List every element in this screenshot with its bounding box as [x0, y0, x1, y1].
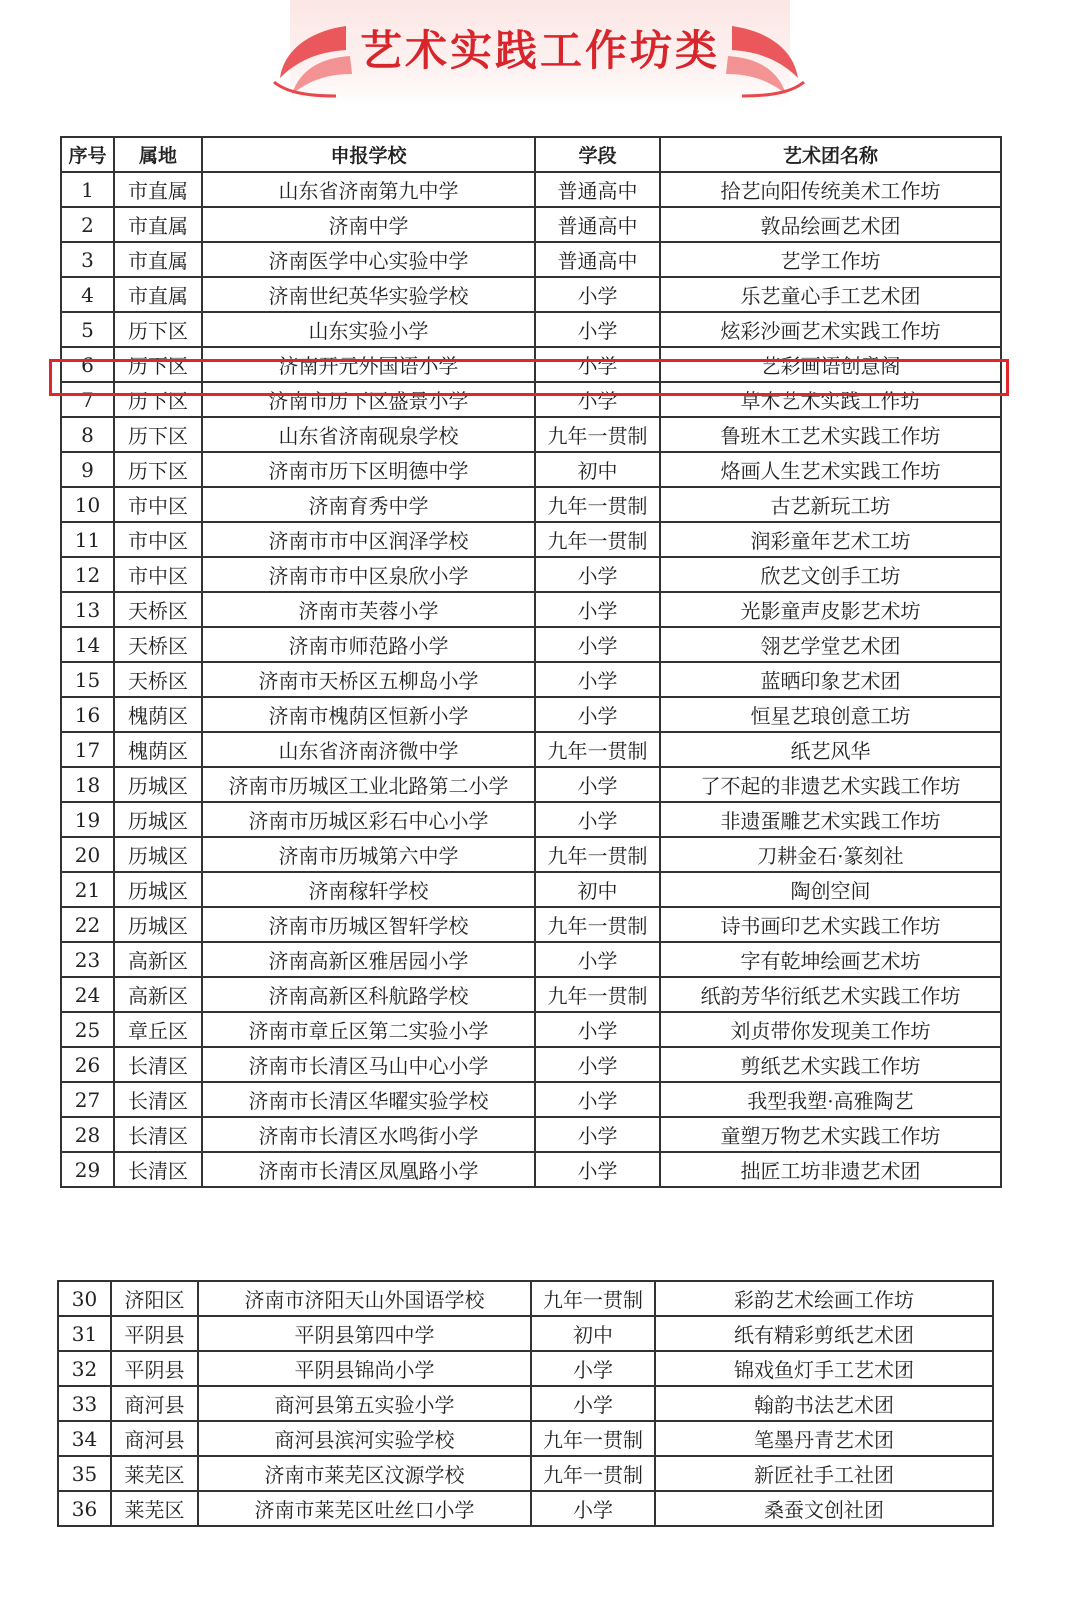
cell-index: 15	[61, 662, 114, 697]
table-row	[61, 172, 1001, 207]
cell-school: 济南市历下区盛景小学	[202, 382, 535, 417]
cell-school: 济南市天桥区五柳岛小学	[202, 662, 535, 697]
schools-table-part1	[60, 136, 1002, 1188]
cell-school: 济南市莱芜区吐丝口小学	[198, 1491, 531, 1526]
cell-index: 5	[61, 312, 114, 347]
cell-region: 商河县	[111, 1421, 198, 1456]
cell-troupe-name: 彩韵艺术绘画工作坊	[655, 1281, 993, 1316]
table-row	[61, 627, 1001, 662]
cell-troupe-name: 恒星艺琅创意工坊	[660, 697, 1001, 732]
cell-region: 历城区	[114, 872, 202, 907]
cell-stage: 初中	[531, 1316, 655, 1351]
cell-school: 济南育秀中学	[202, 487, 535, 522]
table-row	[61, 277, 1001, 312]
cell-index: 14	[61, 627, 114, 662]
highlight-box	[49, 359, 1009, 396]
cell-index: 28	[61, 1117, 114, 1152]
cell-stage: 小学	[535, 382, 660, 417]
cell-index: 36	[58, 1491, 111, 1526]
table-row	[58, 1491, 993, 1526]
cell-region: 高新区	[114, 977, 202, 1012]
cell-stage: 小学	[535, 347, 660, 382]
cell-index: 18	[61, 767, 114, 802]
cell-index: 30	[58, 1281, 111, 1316]
cell-troupe-name: 字有乾坤绘画艺术坊	[660, 942, 1001, 977]
cell-stage: 普通高中	[535, 207, 660, 242]
cell-index: 13	[61, 592, 114, 627]
cell-index: 16	[61, 697, 114, 732]
cell-school: 山东省济南济微中学	[202, 732, 535, 767]
cell-school: 济南市长清区华曜实验学校	[202, 1082, 535, 1117]
cell-stage: 九年一贯制	[531, 1281, 655, 1316]
header-index: 序号	[61, 137, 114, 172]
cell-troupe-name: 剪纸艺术实践工作坊	[660, 1047, 1001, 1082]
cell-troupe-name: 笔墨丹青艺术团	[655, 1421, 993, 1456]
table-row	[61, 1152, 1001, 1187]
cell-stage: 小学	[531, 1491, 655, 1526]
cell-index: 11	[61, 522, 114, 557]
cell-region: 市中区	[114, 557, 202, 592]
cell-school: 济南高新区科航路学校	[202, 977, 535, 1012]
cell-school: 济南市历城区工业北路第二小学	[202, 767, 535, 802]
cell-stage: 九年一贯制	[535, 417, 660, 452]
cell-school: 济南稼轩学校	[202, 872, 535, 907]
cell-troupe-name: 新匠社手工社团	[655, 1456, 993, 1491]
cell-stage: 九年一贯制	[535, 907, 660, 942]
cell-index: 3	[61, 242, 114, 277]
table-row	[58, 1316, 993, 1351]
schools-table-part2	[57, 1280, 994, 1527]
table-row	[61, 1082, 1001, 1117]
cell-region: 历下区	[114, 312, 202, 347]
cell-stage: 小学	[535, 627, 660, 662]
cell-index: 8	[61, 417, 114, 452]
cell-stage: 初中	[535, 872, 660, 907]
cell-stage: 小学	[535, 1117, 660, 1152]
cell-index: 17	[61, 732, 114, 767]
cell-troupe-name: 拾艺向阳传统美术工作坊	[660, 172, 1001, 207]
cell-school: 济南市章丘区第二实验小学	[202, 1012, 535, 1047]
cell-school: 商河县滨河实验学校	[198, 1421, 531, 1456]
cell-region: 历下区	[114, 452, 202, 487]
cell-troupe-name: 陶创空间	[660, 872, 1001, 907]
cell-troupe-name: 艺彩画语创意阁	[660, 347, 1001, 382]
table-row	[58, 1456, 993, 1491]
table-row	[61, 697, 1001, 732]
cell-troupe-name: 古艺新玩工坊	[660, 487, 1001, 522]
cell-stage: 小学	[535, 1082, 660, 1117]
cell-school: 山东省济南砚泉学校	[202, 417, 535, 452]
cell-region: 槐荫区	[114, 697, 202, 732]
cell-troupe-name: 纸有精彩剪纸艺术团	[655, 1316, 993, 1351]
cell-region: 槐荫区	[114, 732, 202, 767]
cell-index: 1	[61, 172, 114, 207]
cell-stage: 小学	[535, 557, 660, 592]
cell-stage: 九年一贯制	[531, 1421, 655, 1456]
cell-stage: 普通高中	[535, 172, 660, 207]
cell-school: 济南市历城区智轩学校	[202, 907, 535, 942]
cell-stage: 小学	[535, 802, 660, 837]
cell-troupe-name: 纸韵芳华衍纸艺术实践工作坊	[660, 977, 1001, 1012]
table-row	[61, 207, 1001, 242]
table-row	[61, 802, 1001, 837]
cell-region: 平阴县	[111, 1351, 198, 1386]
cell-troupe-name: 锦戏鱼灯手工艺术团	[655, 1351, 993, 1386]
table-row	[58, 1351, 993, 1386]
cell-stage: 九年一贯制	[531, 1456, 655, 1491]
cell-school: 济南开元外国语小学	[202, 347, 535, 382]
cell-region: 章丘区	[114, 1012, 202, 1047]
cell-troupe-name: 敦品绘画艺术团	[660, 207, 1001, 242]
table-row	[61, 522, 1001, 557]
cell-stage: 九年一贯制	[535, 732, 660, 767]
cell-stage: 九年一贯制	[535, 522, 660, 557]
cell-region: 济阳区	[111, 1281, 198, 1316]
cell-troupe-name: 非遗蛋雕艺术实践工作坊	[660, 802, 1001, 837]
cell-school: 济南市历下区明德中学	[202, 452, 535, 487]
cell-troupe-name: 童塑万物艺术实践工作坊	[660, 1117, 1001, 1152]
cell-school: 济南市师范路小学	[202, 627, 535, 662]
cell-region: 历城区	[114, 837, 202, 872]
cell-index: 22	[61, 907, 114, 942]
cell-stage: 小学	[535, 1152, 660, 1187]
cell-school: 山东实验小学	[202, 312, 535, 347]
cell-school: 济南中学	[202, 207, 535, 242]
table-body-part1	[61, 172, 1001, 1187]
cell-troupe-name: 润彩童年艺术工坊	[660, 522, 1001, 557]
cell-index: 35	[58, 1456, 111, 1491]
cell-troupe-name: 了不起的非遗艺术实践工作坊	[660, 767, 1001, 802]
cell-region: 高新区	[114, 942, 202, 977]
cell-school: 济南医学中心实验中学	[202, 242, 535, 277]
cell-region: 市直属	[114, 242, 202, 277]
cell-troupe-name: 桑蚕文创社团	[655, 1491, 993, 1526]
cell-troupe-name: 草木艺术实践工作坊	[660, 382, 1001, 417]
table-row	[58, 1386, 993, 1421]
cell-stage: 小学	[531, 1351, 655, 1386]
cell-school: 济南市芙蓉小学	[202, 592, 535, 627]
cell-school: 平阴县第四中学	[198, 1316, 531, 1351]
cell-stage: 初中	[535, 452, 660, 487]
cell-index: 19	[61, 802, 114, 837]
cell-school: 商河县第五实验小学	[198, 1386, 531, 1421]
cell-troupe-name: 诗书画印艺术实践工作坊	[660, 907, 1001, 942]
cell-school: 济南世纪英华实验学校	[202, 277, 535, 312]
cell-school: 济南市长清区凤凰路小学	[202, 1152, 535, 1187]
table-row	[61, 1012, 1001, 1047]
cell-troupe-name: 烙画人生艺术实践工作坊	[660, 452, 1001, 487]
cell-index: 7	[61, 382, 114, 417]
cell-troupe-name: 刘贞带你发现美工作坊	[660, 1012, 1001, 1047]
cell-index: 12	[61, 557, 114, 592]
table-row	[61, 872, 1001, 907]
cell-index: 29	[61, 1152, 114, 1187]
cell-index: 21	[61, 872, 114, 907]
cell-troupe-name: 我型我塑·高雅陶艺	[660, 1082, 1001, 1117]
cell-region: 历下区	[114, 347, 202, 382]
cell-region: 长清区	[114, 1047, 202, 1082]
table-row	[61, 312, 1001, 347]
cell-stage: 九年一贯制	[535, 837, 660, 872]
cell-region: 历下区	[114, 382, 202, 417]
cell-index: 2	[61, 207, 114, 242]
cell-troupe-name: 翎艺学堂艺术团	[660, 627, 1001, 662]
cell-school: 济南市市中区润泽学校	[202, 522, 535, 557]
cell-region: 市直属	[114, 207, 202, 242]
table-row	[61, 1117, 1001, 1152]
cell-index: 9	[61, 452, 114, 487]
cell-index: 27	[61, 1082, 114, 1117]
table-row	[61, 417, 1001, 452]
cell-stage: 普通高中	[535, 242, 660, 277]
cell-troupe-name: 乐艺童心手工艺术团	[660, 277, 1001, 312]
cell-school: 济南市市中区泉欣小学	[202, 557, 535, 592]
cell-index: 24	[61, 977, 114, 1012]
table-row	[61, 557, 1001, 592]
cell-stage: 九年一贯制	[535, 487, 660, 522]
cell-troupe-name: 欣艺文创手工坊	[660, 557, 1001, 592]
cell-region: 莱芜区	[111, 1491, 198, 1526]
cell-school: 济南市莱芜区汶源学校	[198, 1456, 531, 1491]
table-row	[61, 977, 1001, 1012]
cell-index: 10	[61, 487, 114, 522]
table-row	[61, 592, 1001, 627]
table-row	[61, 837, 1001, 872]
cell-troupe-name: 艺学工作坊	[660, 242, 1001, 277]
cell-stage: 小学	[535, 942, 660, 977]
cell-region: 天桥区	[114, 592, 202, 627]
cell-index: 23	[61, 942, 114, 977]
cell-stage: 小学	[535, 662, 660, 697]
cell-region: 莱芜区	[111, 1456, 198, 1491]
header-region: 属地	[114, 137, 202, 172]
cell-school: 济南市长清区水鸣街小学	[202, 1117, 535, 1152]
cell-troupe-name: 刀耕金石·篆刻社	[660, 837, 1001, 872]
table-row	[58, 1281, 993, 1316]
cell-region: 历下区	[114, 417, 202, 452]
cell-region: 商河县	[111, 1386, 198, 1421]
table-row	[61, 242, 1001, 277]
table-row	[61, 942, 1001, 977]
cell-school: 济南高新区雅居园小学	[202, 942, 535, 977]
cell-school: 济南市长清区马山中心小学	[202, 1047, 535, 1082]
cell-region: 平阴县	[111, 1316, 198, 1351]
cell-school: 济南市槐荫区恒新小学	[202, 697, 535, 732]
cell-stage: 小学	[535, 1012, 660, 1047]
table-row	[61, 452, 1001, 487]
cell-stage: 小学	[535, 1047, 660, 1082]
table-row	[61, 662, 1001, 697]
cell-stage: 小学	[535, 767, 660, 802]
cell-region: 历城区	[114, 802, 202, 837]
page-title: 艺术实践工作坊类	[359, 26, 720, 75]
cell-index: 26	[61, 1047, 114, 1082]
cell-stage: 小学	[531, 1386, 655, 1421]
cell-troupe-name: 炫彩沙画艺术实践工作坊	[660, 312, 1001, 347]
header-troupe-name: 艺术团名称	[660, 137, 1001, 172]
cell-region: 长清区	[114, 1117, 202, 1152]
cell-troupe-name: 纸艺风华	[660, 732, 1001, 767]
cell-region: 长清区	[114, 1152, 202, 1187]
cell-troupe-name: 光影童声皮影艺术坊	[660, 592, 1001, 627]
cell-stage: 小学	[535, 277, 660, 312]
table-row	[61, 732, 1001, 767]
cell-stage: 小学	[535, 592, 660, 627]
cell-stage: 九年一贯制	[535, 977, 660, 1012]
cell-stage: 小学	[535, 312, 660, 347]
cell-index: 33	[58, 1386, 111, 1421]
cell-index: 34	[58, 1421, 111, 1456]
cell-region: 天桥区	[114, 627, 202, 662]
cell-index: 25	[61, 1012, 114, 1047]
header-school: 申报学校	[202, 137, 535, 172]
cell-school: 山东省济南第九中学	[202, 172, 535, 207]
cell-index: 4	[61, 277, 114, 312]
title-banner	[0, 0, 1080, 112]
cell-troupe-name: 鲁班木工艺术实践工作坊	[660, 417, 1001, 452]
header-stage: 学段	[535, 137, 660, 172]
cell-index: 6	[61, 347, 114, 382]
table-body-part2	[58, 1281, 993, 1526]
cell-troupe-name: 翰韵书法艺术团	[655, 1386, 993, 1421]
cell-school: 济南市历城第六中学	[202, 837, 535, 872]
cell-troupe-name: 拙匠工坊非遗艺术团	[660, 1152, 1001, 1187]
cell-index: 31	[58, 1316, 111, 1351]
cell-region: 长清区	[114, 1082, 202, 1117]
cell-school: 平阴县锦尚小学	[198, 1351, 531, 1386]
cell-region: 市直属	[114, 172, 202, 207]
cell-region: 历城区	[114, 907, 202, 942]
cell-region: 市中区	[114, 522, 202, 557]
cell-school: 济南市济阳天山外国语学校	[198, 1281, 531, 1316]
cell-index: 32	[58, 1351, 111, 1386]
cell-stage: 小学	[535, 697, 660, 732]
cell-region: 市中区	[114, 487, 202, 522]
cell-school: 济南市历城区彩石中心小学	[202, 802, 535, 837]
cell-region: 历城区	[114, 767, 202, 802]
table-header-row	[61, 137, 1001, 172]
cell-region: 天桥区	[114, 662, 202, 697]
table-row	[61, 767, 1001, 802]
cell-index: 20	[61, 837, 114, 872]
cell-troupe-name: 蓝晒印象艺术团	[660, 662, 1001, 697]
cell-region: 市直属	[114, 277, 202, 312]
table-row	[58, 1421, 993, 1456]
table-row	[61, 907, 1001, 942]
table-row	[61, 487, 1001, 522]
table-row	[61, 1047, 1001, 1082]
